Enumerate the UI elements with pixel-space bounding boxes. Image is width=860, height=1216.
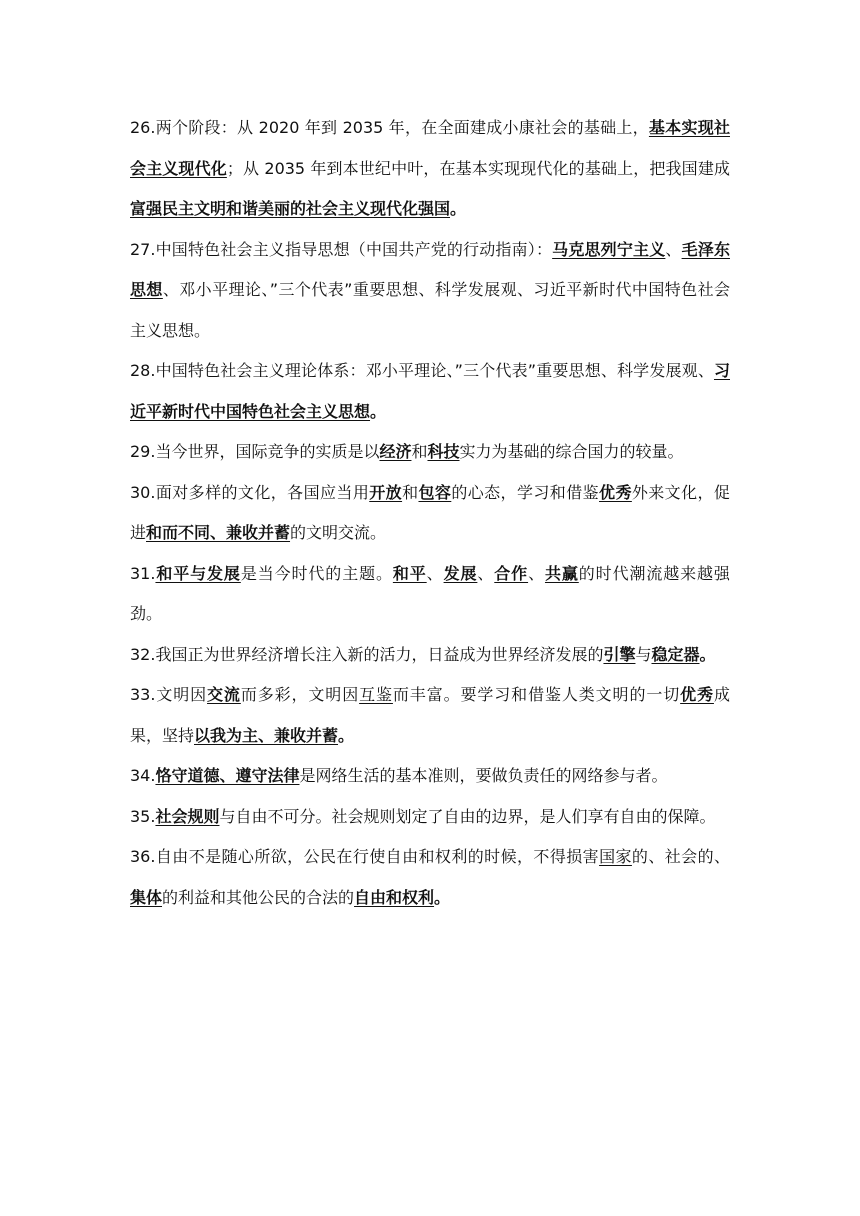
underlined-term: 互鉴 — [359, 685, 393, 704]
text-segment: 。 — [370, 401, 387, 421]
key-term: 优秀 — [599, 482, 632, 502]
key-term: 引擎 — [603, 644, 636, 664]
key-term: 以我为主、兼收并蓄 — [194, 725, 339, 745]
key-term: 毛泽东思想 — [130, 239, 730, 299]
text-segment: 、 — [528, 563, 545, 583]
paragraph-29 — [130, 432, 730, 473]
paragraph-31 — [130, 554, 730, 635]
text-segment: ；从 2035 年到本世纪中叶，在基本实现现代化的基础上，把我国建成 — [226, 158, 730, 178]
text-segment: 35. — [130, 806, 156, 826]
text-segment: 的、社会的、 — [631, 847, 730, 866]
paragraph-26 — [130, 108, 730, 230]
text-segment: 26.两个阶段：从 2020 年到 2035 年，在全面建成小康社会的基础上， — [130, 118, 649, 137]
key-term: 交流 — [207, 685, 241, 704]
text-segment: 实力为基础的综合国力的较量。 — [459, 442, 684, 461]
paragraph-30 — [130, 473, 730, 554]
key-term: 马克思列宁主义 — [552, 239, 666, 259]
text-segment: 是当今时代的主题。 — [240, 563, 393, 583]
paragraph-28 — [130, 351, 730, 432]
text-segment: 33.文明因 — [130, 685, 208, 704]
document-body — [130, 108, 730, 918]
paragraph-32 — [130, 635, 730, 676]
text-segment: 而多彩，文明因 — [240, 685, 360, 704]
text-segment: 的心态，学习和借鉴 — [451, 482, 600, 502]
text-segment: 和 — [402, 482, 419, 502]
key-term: 合作 — [494, 563, 529, 583]
text-segment: 、 — [426, 563, 444, 583]
paragraph-27 — [130, 230, 730, 352]
text-segment: 的利益和其他公民的合法的 — [162, 887, 355, 907]
paragraph-34 — [130, 756, 730, 797]
key-term: 科技 — [427, 442, 460, 461]
text-segment: 36.自由不是随心所欲，公民在行使自由和权利的时候，不得损害 — [130, 847, 600, 866]
key-term: 开放 — [369, 482, 403, 502]
text-segment: 与自由不可分。社会规则划定了自由的边界，是人们享有自由的保障。 — [219, 806, 716, 826]
paragraph-36 — [130, 837, 730, 918]
key-term: 恪守道德、遵守法律 — [155, 766, 300, 785]
text-segment: 外来文化，促进 — [130, 482, 730, 542]
text-segment: 是网络生活的基本准则，要做负责任的网络参与者。 — [299, 766, 668, 785]
paragraph-33 — [130, 675, 730, 756]
key-term: 稳定器 — [651, 644, 700, 664]
key-term: 包容 — [418, 482, 452, 502]
text-segment: 。 — [450, 199, 467, 218]
text-segment: 32.我国正为世界经济增长注入新的活力，日益成为世界经济发展的 — [130, 644, 604, 664]
text-segment: 、 — [477, 563, 495, 583]
text-segment: 。 — [434, 887, 451, 907]
text-segment: 的文明交流。 — [290, 523, 387, 542]
key-term: 和平与发展 — [155, 563, 241, 583]
text-segment: 30.面对多样的文化，各国应当用 — [130, 482, 370, 502]
key-term: 基本实现社会主义现代化 — [130, 118, 730, 178]
text-segment: 。 — [338, 725, 355, 745]
text-segment: 31. — [130, 563, 156, 583]
text-segment: 、 — [665, 239, 682, 259]
text-segment: 与 — [635, 644, 652, 664]
key-term: 社会规则 — [155, 806, 220, 826]
key-term: 富强民主文明和谐美丽的社会主义现代化强国 — [130, 199, 451, 218]
key-term: 发展 — [443, 563, 478, 583]
text-segment: 而丰富。要学习和借鉴人类文明的一切 — [392, 685, 681, 704]
text-segment: 28.中国特色社会主义理论体系：邓小平理论、”三个代表”重要思想、科学发展观、 — [130, 361, 714, 380]
key-term: 和而不同、兼收并蓄 — [146, 523, 291, 542]
key-term: 共赢 — [544, 563, 579, 583]
text-segment: 。 — [699, 644, 716, 664]
underlined-term: 国家 — [599, 847, 632, 866]
text-segment: 成果，坚持 — [130, 685, 730, 745]
text-segment: 和 — [411, 442, 428, 461]
key-term: 习近平新时代中国特色社会主义思想 — [130, 361, 730, 421]
text-segment: 34. — [130, 766, 156, 785]
text-segment: 的时代潮流越来越强劲。 — [130, 563, 730, 623]
key-term: 经济 — [379, 442, 412, 461]
paragraph-35 — [130, 797, 730, 838]
key-term: 和平 — [392, 563, 427, 583]
key-term: 自由和权利 — [354, 887, 435, 907]
text-segment: 27.中国特色社会主义指导思想（中国共产党的行动指南）： — [130, 239, 553, 259]
key-term: 集体 — [130, 887, 163, 907]
key-term: 优秀 — [680, 685, 714, 704]
text-segment: 29.当今世界，国际竞争的实质是以 — [130, 442, 380, 461]
text-segment: 、邓小平理论、”三个代表”重要思想、科学发展观、习近平新时代中国特色社会主义思想。 — [130, 280, 730, 340]
